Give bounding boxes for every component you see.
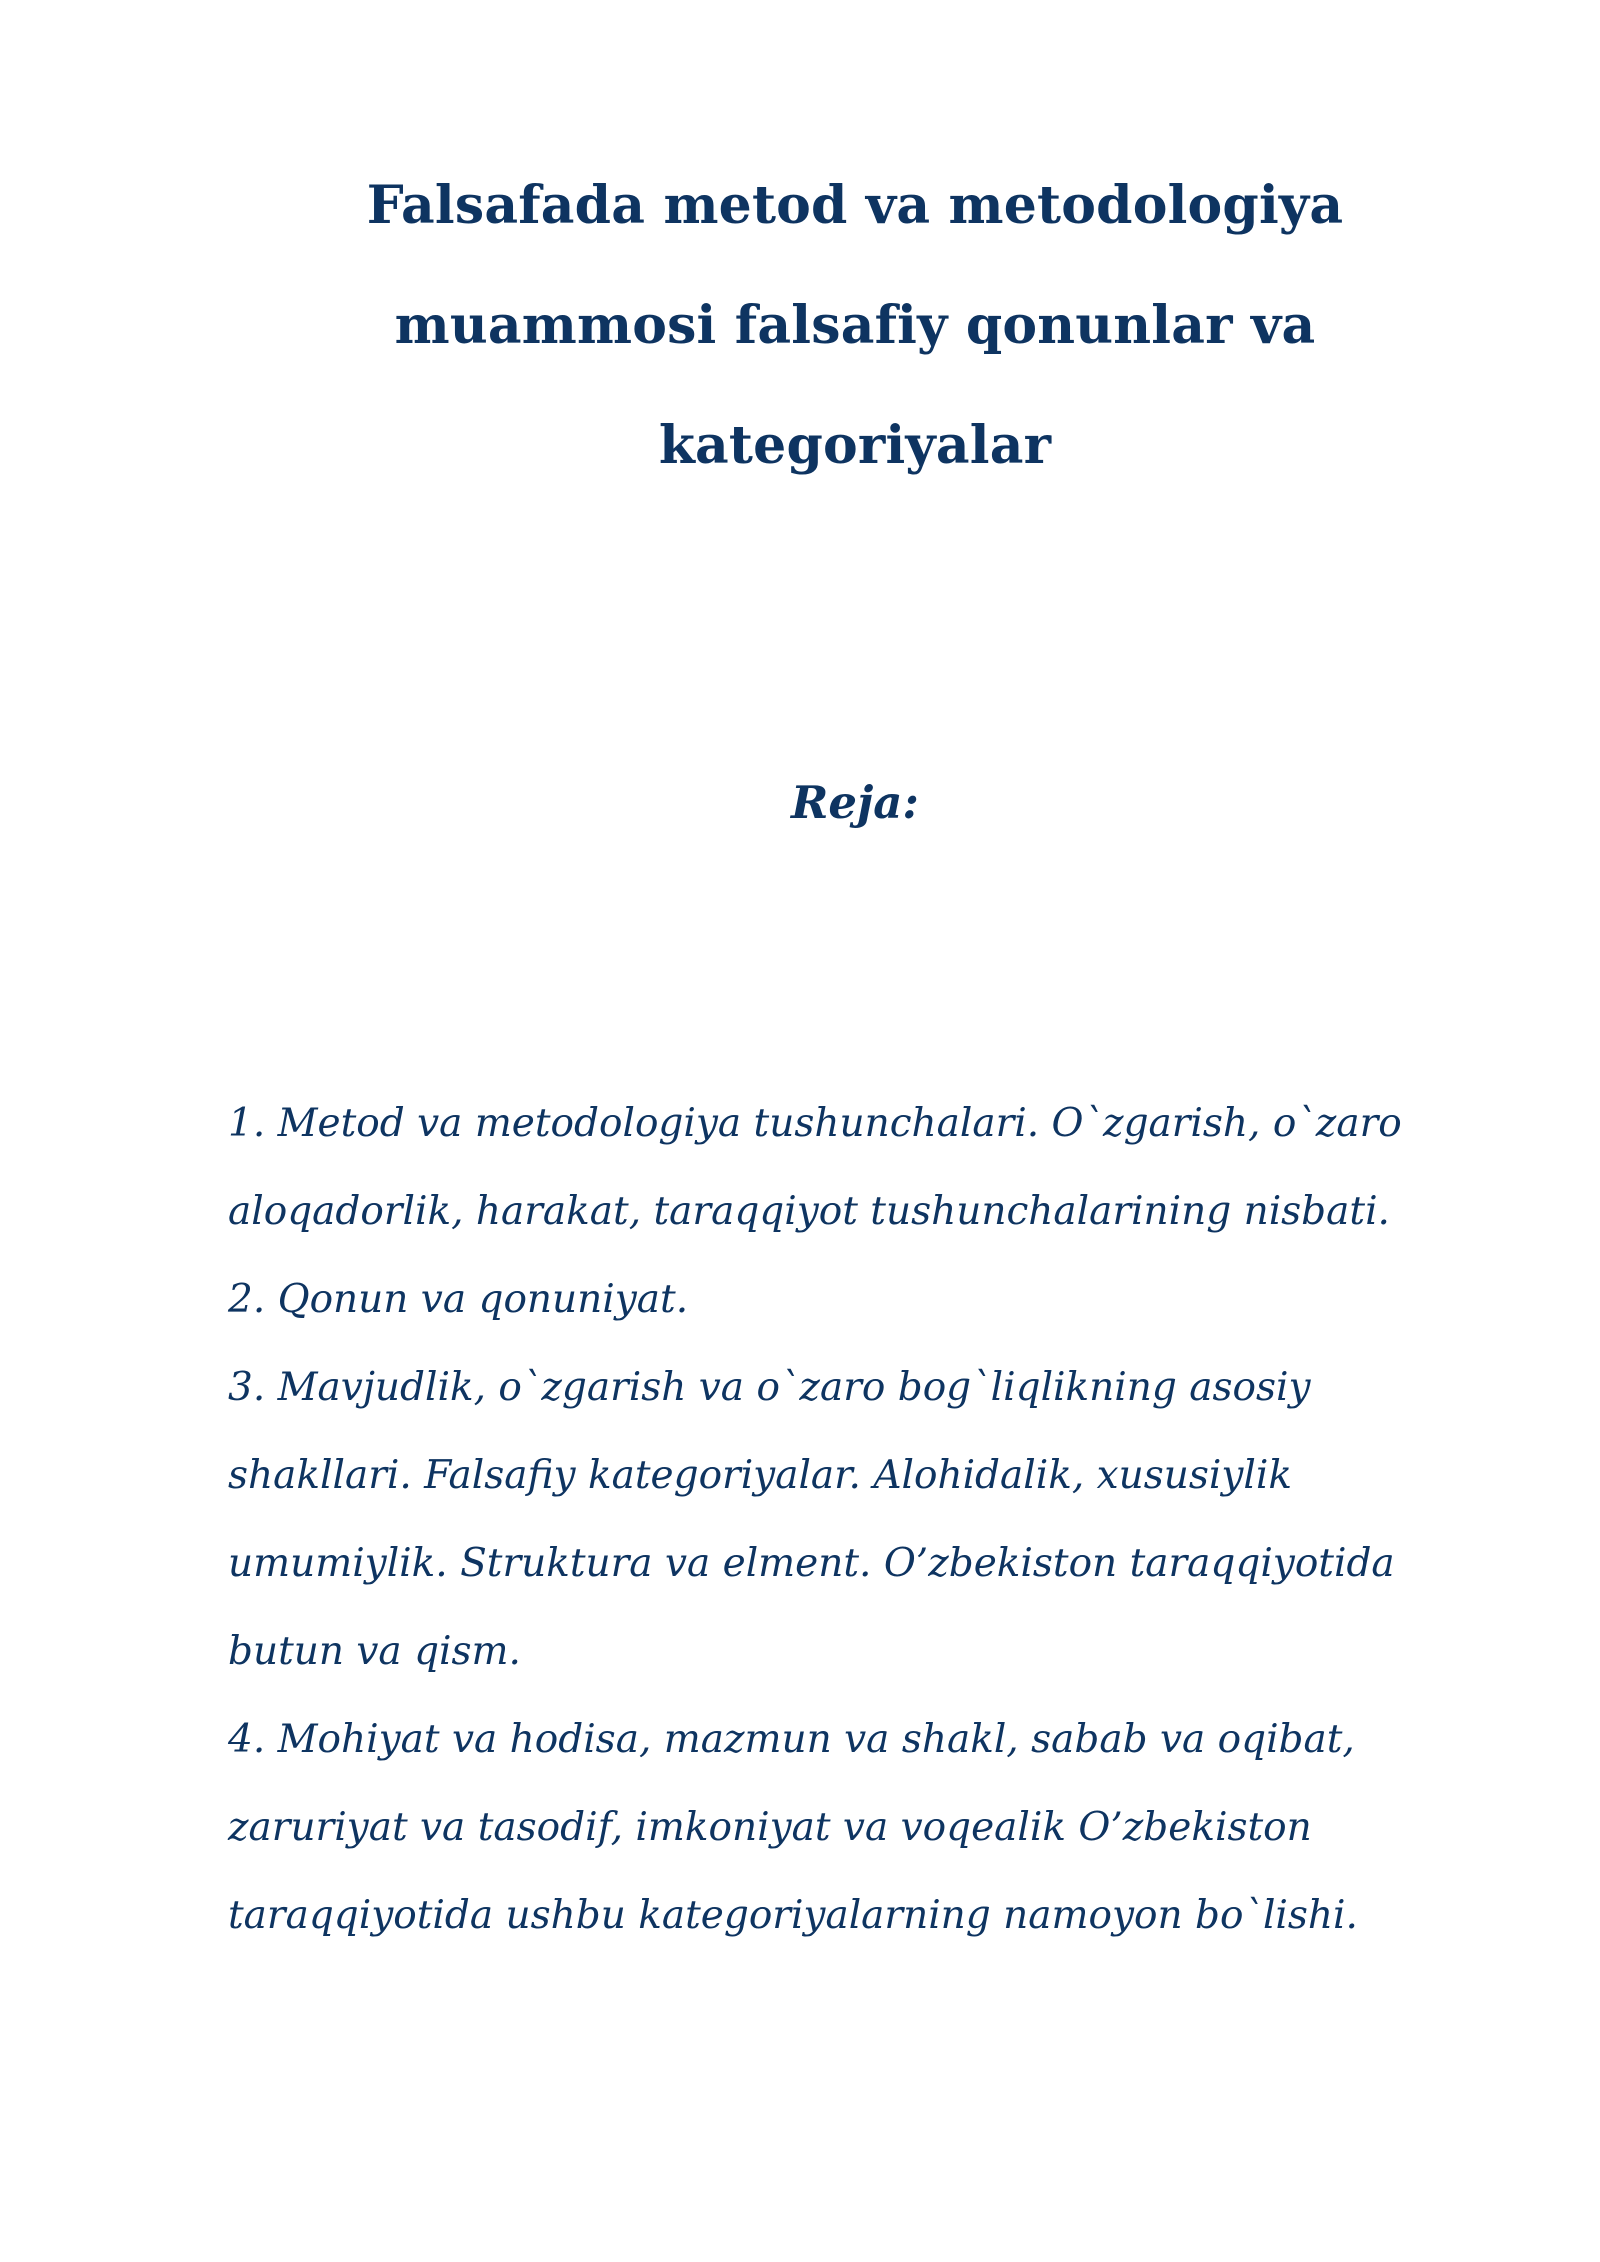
- plan-item: [228, 1080, 1428, 1256]
- title-line: kategoriyalar: [658, 415, 1052, 476]
- plan-list: [228, 1080, 1428, 1960]
- plan-heading: Reja:: [790, 776, 920, 829]
- title-line: muammosi falsafiy qonunlar va: [394, 295, 1316, 356]
- plan-item: [228, 1344, 1428, 1696]
- plan-item-line: taraqqiyotida ushbu kategoriyalarning namoyon bo`lishi.: [228, 1893, 1358, 1938]
- plan-item-line: zaruriyat va tasodif, imkoniyat va voqealik O’zbekiston: [228, 1805, 1312, 1850]
- plan-item-line: 1. Metod va metodologiya tushunchalari. O`zgarish, o`zaro: [228, 1101, 1402, 1146]
- title-line: Falsafada metod va metodologiya: [366, 175, 1344, 236]
- plan-item-line: shakllari. Falsafiy kategoriyalar. Alohidalik, xususiylik: [228, 1453, 1292, 1498]
- document-title: [300, 146, 1410, 506]
- plan-item-line: 3. Mavjudlik, o`zgarish va o`zaro bog`liqlikning asosiy: [228, 1365, 1311, 1410]
- plan-item: [228, 1256, 1428, 1344]
- plan-item-line: umumiylik. Struktura va elment. O’zbekiston taraqqiyotida: [228, 1541, 1395, 1586]
- plan-item-line: 2. Qonun va qonuniyat.: [228, 1277, 689, 1322]
- plan-item-line: 4. Mohiyat va hodisa, mazmun va shakl, sabab va oqibat,: [228, 1717, 1355, 1762]
- plan-item: [228, 1696, 1428, 1960]
- plan-item-line: butun va qism.: [228, 1629, 521, 1674]
- plan-item-line: aloqadorlik, harakat, taraqqiyot tushunchalarining nisbati.: [228, 1189, 1390, 1234]
